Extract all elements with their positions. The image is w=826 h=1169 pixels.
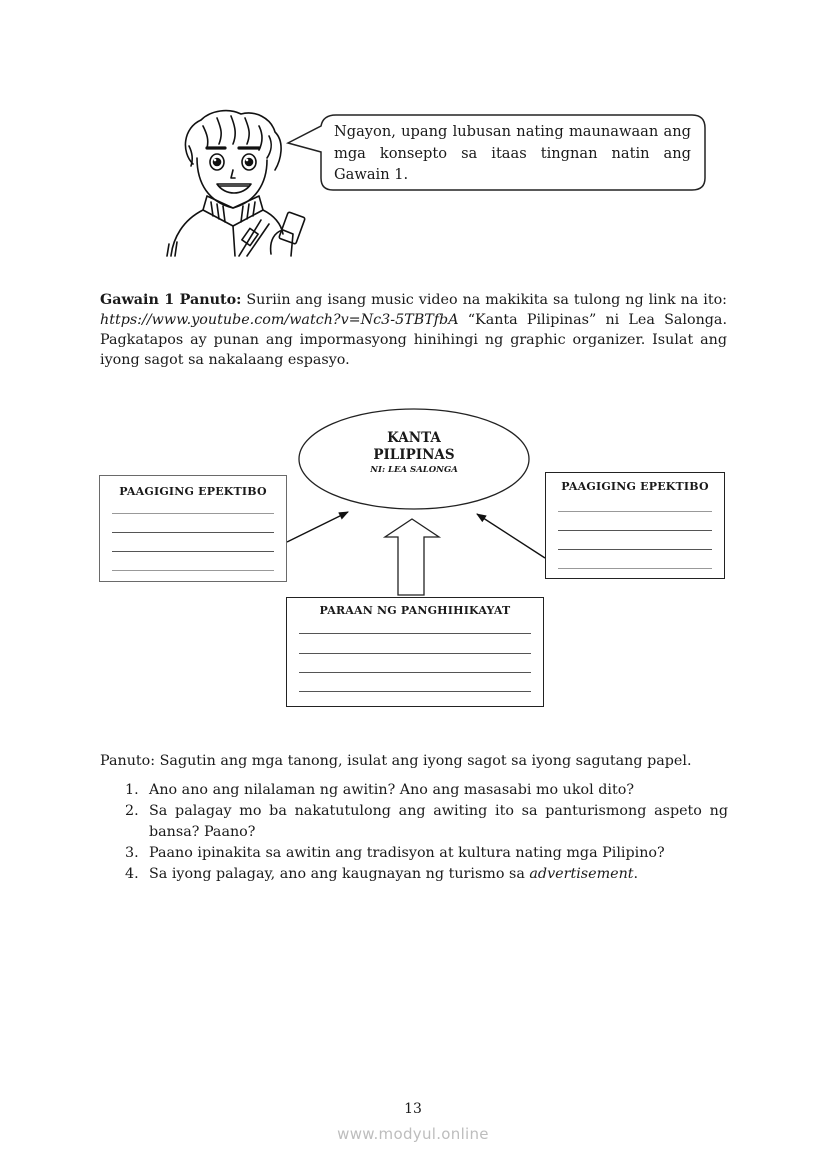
left-box-title: PAAGIGING EPEKTIBO: [119, 485, 267, 498]
page-number: 13: [404, 1101, 422, 1117]
question-text: Sa iyong palagay, ano ang kaugnayan ng turismo sa: [149, 866, 530, 882]
right-arrow-icon: [477, 514, 545, 558]
gawain-label: Gawain 1 Panuto:: [100, 292, 242, 308]
answer-line[interactable]: [112, 513, 274, 514]
answer-line[interactable]: [558, 549, 712, 550]
question-text: Paano ipinakita sa awitin ang tradisyon at kultura nating mga Pilipino?: [149, 845, 665, 861]
answer-line[interactable]: [299, 672, 531, 673]
question-item: [100, 801, 728, 843]
question-text: Sa palagay mo ba nakatutulong ang awiting ito sa panturismong aspeto ng bansa? Paano?: [149, 803, 728, 840]
answer-line[interactable]: [112, 532, 274, 533]
question-item: [100, 843, 728, 864]
speech-bubble-text: Ngayon, upang lubusan nating maunawaan ang mga konsepto sa itaas tingnan natin ang Gawain 1.: [334, 123, 691, 183]
right-effectiveness-box: [545, 472, 725, 579]
gawain-text-after-link: “Kanta Pilipinas” ni Lea Salonga. Pagkatapos ay punan ang impormasyong hinihingi ng graphic organizer. Isulat ang iyong sagot sa nakalaang espasyo.: [100, 312, 727, 368]
answer-line[interactable]: [299, 691, 531, 692]
watermark: www.modyul.online: [337, 1125, 489, 1143]
youtube-link[interactable]: https://www.youtube.com/watch?v=Nc3-5TBTfbA: [100, 312, 459, 328]
question-text-end: .: [633, 866, 639, 882]
question-number: 2.: [125, 803, 139, 819]
center-subtitle: NI: LEA SALONGA: [370, 465, 458, 475]
up-block-arrow-icon: [385, 519, 439, 595]
question-text: Ano ano ang nilalaman ng awitin? Ano ang masasabi mo ukol dito?: [149, 782, 635, 798]
left-arrow-icon: [287, 512, 348, 542]
center-title-line2: PILIPINAS: [373, 447, 455, 463]
left-effectiveness-box: [99, 475, 287, 582]
answer-line[interactable]: [112, 570, 274, 571]
question-number: 3.: [125, 845, 139, 861]
answer-line[interactable]: [558, 568, 712, 569]
gawain-text-before-link: Suriin ang isang music video na makikita sa tulong ng link na ito:: [241, 292, 727, 308]
answer-line[interactable]: [299, 633, 531, 634]
question-list: [100, 780, 728, 885]
answer-line[interactable]: [558, 530, 712, 531]
right-box-title: PAAGIGING EPEKTIBO: [561, 480, 709, 493]
bottom-box-title: PARAAN NG PANGHIHIKAYAT: [319, 604, 511, 617]
question-item: [100, 864, 728, 885]
panuto-instructions: Panuto: Sagutin ang mga tanong, isulat ang iyong sagot sa iyong sagutang papel.: [100, 753, 692, 769]
gawain-instructions: [100, 290, 727, 370]
answer-line[interactable]: [299, 653, 531, 654]
persuasion-method-box: [286, 597, 544, 707]
answer-line[interactable]: [558, 511, 712, 512]
question-number: 4.: [125, 866, 139, 882]
answer-line[interactable]: [112, 551, 274, 552]
question-number: 1.: [125, 782, 139, 798]
question-emphasis: advertisement: [529, 866, 634, 882]
question-item: [100, 780, 728, 801]
center-title-line1: KANTA: [387, 430, 441, 446]
center-topic: [299, 430, 529, 476]
